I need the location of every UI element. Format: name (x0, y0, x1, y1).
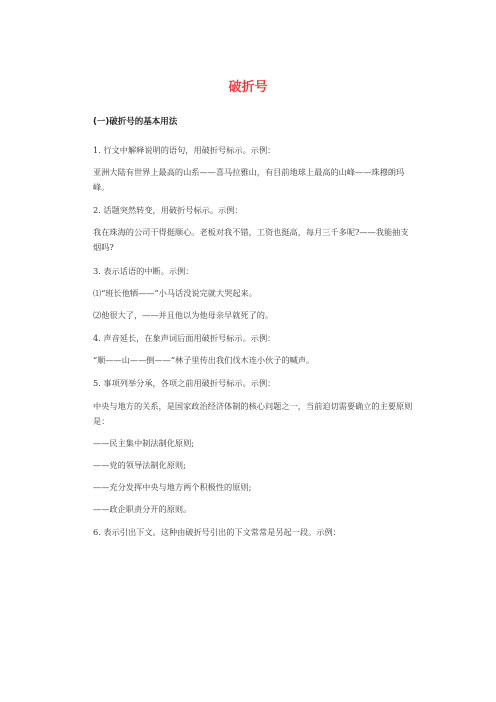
example-2: 我在珠海的公司干得挺顺心。老板对我不错，工资也挺高，每月三千多呢?——我能抽支烟吗? (93, 227, 409, 252)
example-3a: ⑴“班长他牺——”小马话没说完就大哭起来。 (93, 288, 257, 298)
example-5: 中央与地方的关系，是国家政治经济体制的核心问题之一，当前迫切需要确立的主要原则是： (93, 401, 413, 426)
example-3b: ⑵他很大了，——并且他以为他母亲早就死了的。 (93, 310, 274, 320)
section-heading: (一)破折号的基本用法 (93, 117, 178, 127)
rule-3-intro: 3. 表示话语的中断。示例： (93, 266, 194, 276)
list-item-2: ——党的领导法制化原则; (93, 460, 186, 470)
example-1: 亚洲大陆有世界上最高的山系——喜马拉雅山，有目前地球上最高的山峰——珠穆朗玛峰。 (93, 167, 405, 192)
rule-1-intro: 1. 行文中解释说明的语句，用破折号标示。示例： (93, 145, 276, 155)
rule-6-intro: 6. 表示引出下文。这种由破折号引出的下文常常是另起一段。示例： (93, 527, 341, 537)
example-4: “顺——山——倒——”林子里传出我们伐木连小伙子的喊声。 (93, 355, 315, 365)
list-item-4: ——政企职责分开的原则。 (93, 504, 192, 514)
list-item-3: ——充分发挥中央与地方两个积极性的原则; (93, 482, 252, 492)
rule-4-intro: 4. 声音延长，在象声词后面用破折号标示。示例： (93, 333, 276, 343)
page-title: 破折号 (228, 80, 268, 95)
rule-5-intro: 5. 事项列举分承，各项之前用破折号标示。示例： (93, 378, 276, 388)
rule-2-intro: 2. 话题突然转变，用破折号标示。示例： (93, 205, 243, 215)
list-item-1: ——民主集中制法制化原则; (93, 438, 195, 448)
